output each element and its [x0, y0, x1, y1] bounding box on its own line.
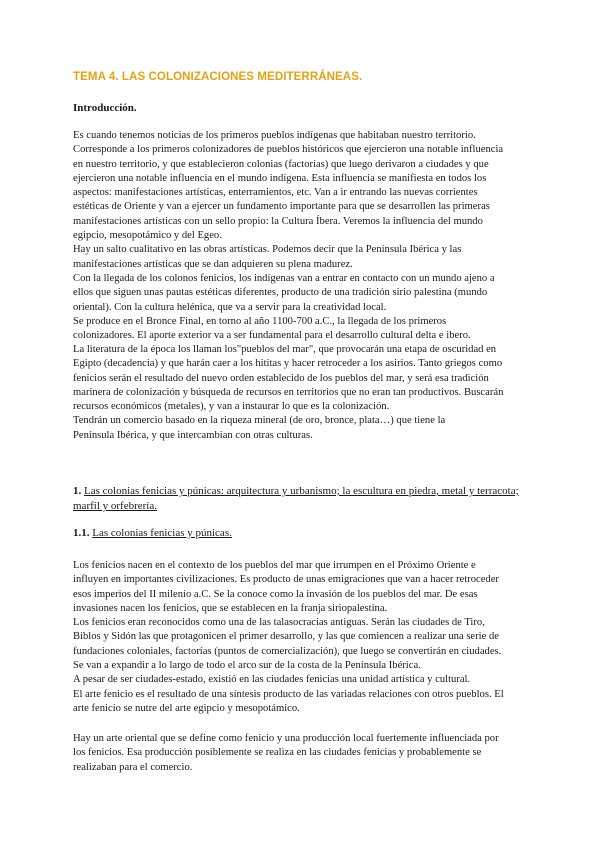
text-line: egipcio, mesopotámico y del Egeo. [73, 230, 222, 242]
text-line: A pesar de ser ciudades-estado, existió en las ciudades fenicias una unidad artística y cultural. [73, 674, 471, 686]
text-line: Se van a expandir a lo largo de todo el arco sur de la costa de la Península Ibérica. [73, 660, 421, 672]
text-line: La literatura de la época los llaman los"pueblos del mar", que provocarán una etapa de oscuridad en [73, 344, 497, 355]
paragraph-fenicios [73, 559, 533, 716]
text-line: Hay un salto cualitativo en las obras artísticas. Podemos decir que la Península Ibérica y las [73, 244, 462, 256]
text-line: ejercieron una notable influencia en el mundo indígena. Esta influencia se manifiesta en todos los [73, 172, 487, 184]
text-line: Corresponde a los primeros colonizadores de pueblos históricos que ejercieron una notable influencia [73, 144, 504, 156]
text-line: recursos económicos (metales), y van a instaurar lo que es la colonización. [73, 401, 390, 413]
text-line: Egipto (decadencia) y que harán caer a los hititas y hacer retroceder a los asirios. Tanto griegos como [73, 358, 503, 370]
text-line: esos imperios del II milenio a.C. Se la conoce como la invasión de los pueblos del mar. De esas [73, 588, 478, 600]
text-line: fundaciones coloniales, factorías (puntos de comercialización), que luego se convertirán en ciudades. [73, 645, 502, 657]
text-line: aspectos: manifestaciones artísticas, enterramientos, etc. Van a ir entrando las nuevas corrientes [73, 187, 478, 199]
section-number: 1. [73, 485, 82, 497]
text-line: Hay un arte oriental que se define como fenicio y una producción local fuertemente influenciada por [73, 733, 499, 744]
text-line: arte fenicio se nutre del arte egipcio y mesopotámico. [73, 702, 300, 714]
text-line: estéticas de Oriente y van a ejercer un fundamento importante para que se desarrollen las primeras [73, 201, 490, 213]
section-title: Las colonias fenicias y púnicas: arquitectura y urbanismo; la escultura en piedra, metal y terracota; [84, 485, 519, 497]
section-number: 1.1. [73, 527, 90, 539]
text-line: Tendrán un comercio basado en la riqueza mineral (de oro, bronce, plata…) que tiene la [73, 415, 446, 427]
text-line: en nuestro territorio, y que establecieron colonias (factorías) que luego derivaron a ciudades y que [73, 158, 489, 170]
text-line: manifestaciones artísticas con un sello propio: la Cultura Íbera. Veremos la influencia del mundo [73, 215, 483, 227]
paragraph-arte-oriental [73, 732, 533, 775]
text-line: fenicios serán el resultado del nuevo orden establecido de los pueblos del mar, y será esa tradición [73, 372, 489, 384]
paragraph-intro [73, 129, 533, 343]
text-line: influyen en importantes civilizaciones. Es producto de unas emigraciones que van a hacer retroceder [73, 574, 499, 586]
text-line: Los fenicios eran reconocidos como una de las talasocracias antiguas. Serán las ciudades de Tiro, [73, 617, 485, 629]
text-line: Península Ibérica, y que intercambian con otras culturas. [73, 429, 313, 441]
text-line: invasiones nacen los fenicios, que se establecen en la franja siriopalestina. [73, 602, 388, 614]
section-1-1-heading [73, 526, 533, 541]
text-line: oriental). Con la cultura helénica, que va a servir para la creatividad local. [73, 301, 387, 313]
paragraph-pueblos-del-mar [73, 343, 533, 443]
text-line: marinera de colonización y búsqueda de recursos en territorios que no eran tan productivos. Buscarán [73, 386, 504, 398]
section-title: marfil y orfebrería. [73, 500, 157, 512]
text-line: realizaban para el comercio. [73, 761, 193, 773]
text-line: Se produce en el Bronce Final, en torno al año 1100-700 a.C., la llegada de los primeros [73, 315, 447, 327]
intro-heading: Introducción. [73, 102, 137, 114]
section-1-heading [73, 484, 533, 514]
text-line: los fenicios. Esa producción posiblemente se realiza en las ciudades fenicias y probablemente se [73, 747, 482, 759]
text-line: Biblos y Sidón las que protagonicen el primer desarrollo, y las que comiencen a realizar una serie de [73, 631, 499, 643]
text-line: Los fenicios nacen en el contexto de los pueblos del mar que irrumpen en el Próximo Oriente e [73, 560, 476, 571]
text-line: Con la llegada de los colonos fenicios, los indígenas van a entrar en contacto con un mundo ajeno a [73, 272, 495, 284]
text-line: ellos que siguen unas pautas estéticas diferentes, producto de una tradición sirio palestina (mundo [73, 287, 488, 299]
text-line: El arte fenicio es el resultado de una síntesis producto de las variadas relaciones con otros pueblos. El [73, 688, 504, 700]
text-line: colonizadores. El aporte exterior va a ser fundamental para el desarrollo cultural delta e ibero. [73, 330, 471, 342]
document-title: TEMA 4. LAS COLONIZACIONES MEDITERRÁNEAS. [73, 71, 363, 83]
text-line: manifestaciones artísticas que se dan adquieren su plena madurez. [73, 258, 353, 270]
text-line: Es cuando tenemos noticias de los primeros pueblos indígenas que habitaban nuestro territorio. [73, 130, 476, 141]
section-title: Las colonias fenicias y púnicas. [92, 527, 232, 539]
